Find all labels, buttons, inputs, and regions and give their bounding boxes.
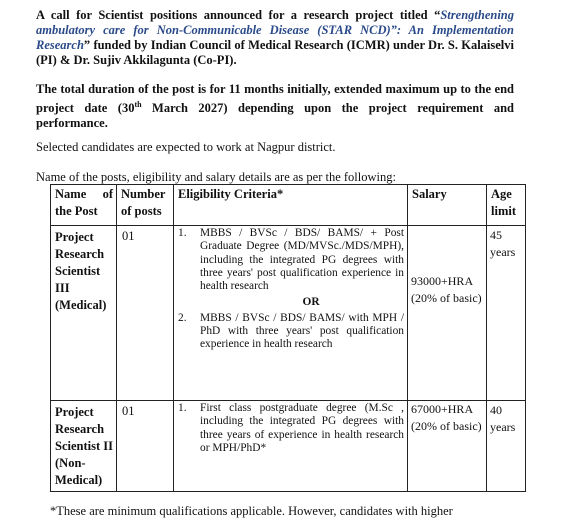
post-count: 01 (122, 229, 135, 243)
age-limit: 45 years (490, 228, 516, 259)
salary-cell (408, 226, 487, 401)
location-paragraph: Selected candidates are expected to work at Nagpur district. (36, 140, 336, 154)
or-separator: OR (302, 296, 320, 309)
table-row (51, 401, 526, 492)
table-row (51, 226, 526, 401)
duration-text: The total duration of the post is for 11 months initially, extended maximum up to the end project date (30 (36, 82, 514, 116)
duration-paragraph (36, 82, 514, 131)
header-salary: Salary (408, 185, 487, 226)
criteria-number: 1. (178, 402, 187, 414)
criteria-number: 1. (178, 227, 187, 239)
post-count-cell (117, 226, 174, 401)
criteria-number: 2. (178, 311, 187, 324)
announcement-prefix: A call for Scientist positions announced for a research project titled “ (36, 8, 441, 22)
criteria-item (178, 402, 404, 455)
post-name-cell (51, 226, 117, 401)
age-limit: 40 years (490, 403, 516, 434)
age-cell (487, 401, 526, 492)
project-announcement (36, 8, 514, 68)
table-intro: Name of the posts, eligibility and salary details are as per the following: (36, 170, 396, 184)
duration-text-end: March 2027) depending upon the project requirement and performance. (36, 101, 515, 131)
salary-cell (408, 401, 487, 492)
header-number: Number of posts (117, 185, 174, 226)
post-count: 01 (122, 404, 135, 418)
announcement-suffix: ” funded by Indian Council of Medical Research (ICMR) under Dr. S. Kalaiselvi (PI) & Dr. Sujiv Akkilagunta (Co-PI). (36, 38, 514, 67)
salary-value: 93000+HRA (20% of basic) (411, 274, 482, 305)
date-ordinal: th (134, 100, 142, 109)
post-name: Project Research Scientist II (Non-Medical) (55, 405, 113, 487)
criteria-text: MBBS / BVSc / BDS/ BAMS/ with MPH / PhD with three years' post qualification experience in health research (200, 311, 404, 351)
criteria-cell (174, 401, 408, 492)
criteria-item (178, 312, 404, 352)
header-name: Name of the Post (51, 185, 117, 226)
salary-value: 67000+HRA (20% of basic) (411, 402, 482, 433)
post-name: Project Research Scientist III (Medical) (55, 230, 107, 312)
criteria-text: MBBS / BVSc / BDS/ BAMS/ + Post Graduate Degree (MD/MVSc./MDS/MPH), including the integrated PG degrees with three years' post qualification experience in health research (200, 227, 404, 293)
post-name-cell (51, 401, 117, 492)
criteria-item (178, 227, 404, 293)
age-cell (487, 226, 526, 401)
posts-table (50, 184, 526, 492)
table-header-row (51, 185, 526, 226)
post-count-cell (117, 401, 174, 492)
header-eligibility: Eligibility Criteria* (174, 185, 408, 226)
criteria-text: First class postgraduate degree (M.Sc , including the integrated PG degrees with three years of experience in health research or MPH/PhD* (200, 402, 404, 454)
project-title: Strengthening ambulatory care for Non-Communicable Disease (STAR NCD)”: An Implementation Research (36, 8, 514, 52)
header-age: Age limit (487, 185, 526, 226)
footnote: *These are minimum qualifications applicable. However, candidates with higher (50, 504, 453, 518)
criteria-cell (174, 226, 408, 401)
